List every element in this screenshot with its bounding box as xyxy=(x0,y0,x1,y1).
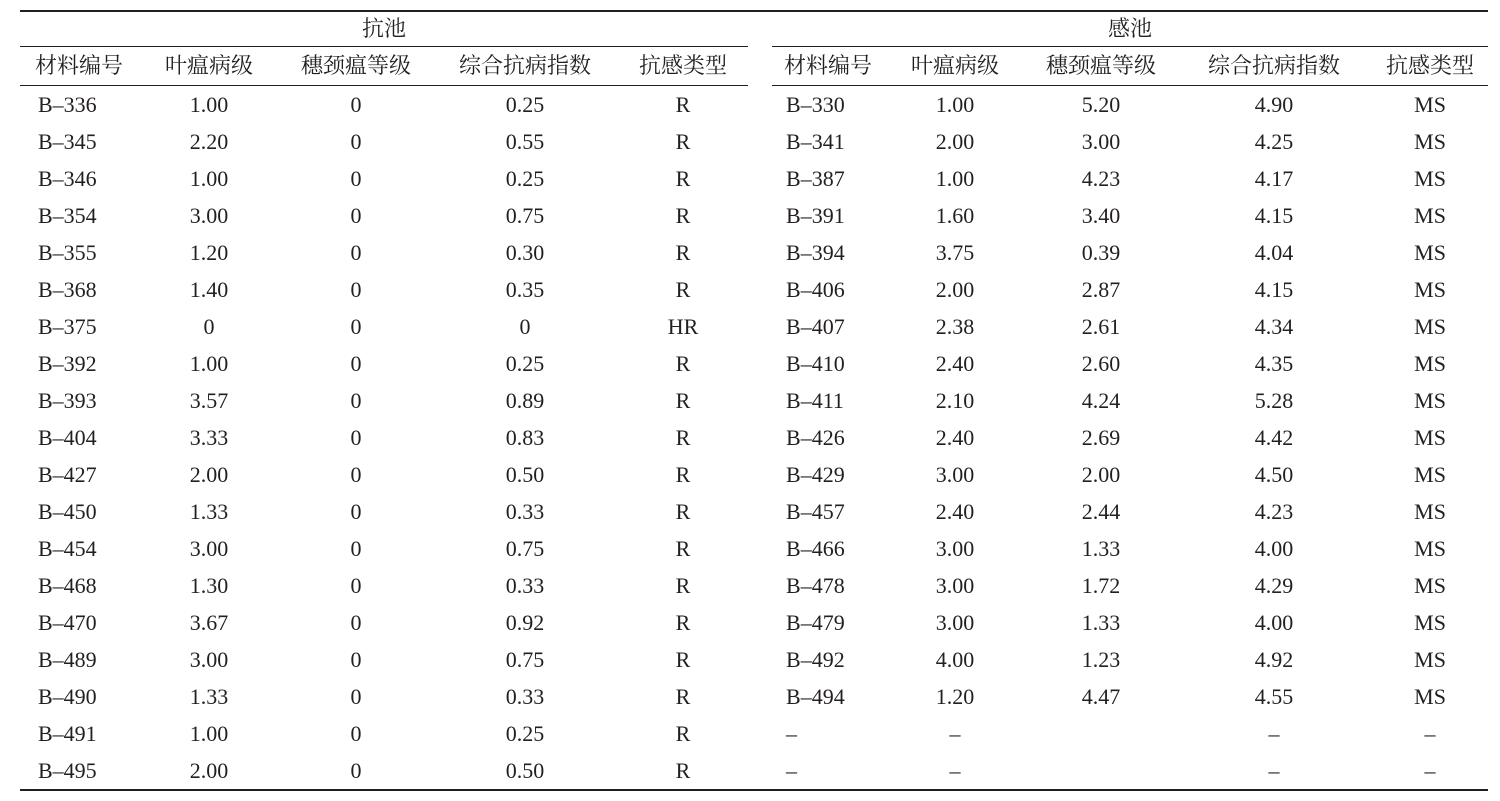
column-gap xyxy=(748,123,772,160)
col-header-neck-blast-grade: 穗颈瘟等级 xyxy=(1026,47,1176,86)
resistant-leaf-blast-grade-cell: 3.00 xyxy=(189,536,229,561)
susceptible-composite-index-cell: 4.90 xyxy=(1254,92,1294,117)
resistant-resistance-type-cell: R xyxy=(675,684,691,709)
susceptible-material-id-cell: – xyxy=(786,721,798,746)
susceptible-leaf-blast-grade-cell: 1.60 xyxy=(935,203,975,228)
resistant-neck-blast-grade-cell: 0 xyxy=(350,129,362,154)
resistant-neck-blast-grade-cell: 0 xyxy=(350,203,362,228)
resistant-material-id-cell: B–470 xyxy=(38,610,97,635)
resistant-material-id-cell: B–336 xyxy=(38,92,97,117)
susceptible-composite-index-cell: 4.25 xyxy=(1254,129,1294,154)
susceptible-composite-index-cell: 4.42 xyxy=(1254,425,1294,450)
resistant-leaf-blast-grade-cell: 3.57 xyxy=(189,388,229,413)
resistant-composite-index-cell: 0.25 xyxy=(505,166,545,191)
susceptible-composite-index-cell: 4.35 xyxy=(1254,351,1294,376)
susceptible-composite-index-cell: – xyxy=(1268,721,1280,746)
resistant-material-id-cell: B–490 xyxy=(38,684,97,709)
resistant-resistance-type-cell: R xyxy=(675,166,691,191)
susceptible-composite-index-cell: 4.00 xyxy=(1254,610,1294,635)
column-gap xyxy=(748,271,772,308)
blast-resistance-table xyxy=(20,10,1488,791)
susceptible-neck-blast-grade-cell: 3.00 xyxy=(1081,129,1121,154)
table-row xyxy=(20,234,1488,271)
susceptible-material-id-cell: B–466 xyxy=(786,536,845,561)
resistant-neck-blast-grade-cell: 0 xyxy=(350,499,362,524)
resistant-resistance-type-cell: R xyxy=(675,388,691,413)
susceptible-composite-index-cell: 4.55 xyxy=(1254,684,1294,709)
susceptible-material-id-cell: B–410 xyxy=(786,351,845,376)
resistant-resistance-type-cell: R xyxy=(618,752,748,790)
resistant-composite-index-cell: 0.55 xyxy=(505,129,545,154)
table-row xyxy=(20,160,1488,197)
col-header-leaf-blast-grade: 叶瘟病级 xyxy=(884,47,1026,86)
resistant-leaf-blast-grade-cell: 1.40 xyxy=(189,277,229,302)
group-header-resistant: 抗池 xyxy=(20,11,748,47)
resistant-resistance-type-cell: R xyxy=(675,573,691,598)
susceptible-resistance-type-cell: MS xyxy=(1414,573,1446,598)
resistant-resistance-type-cell: R xyxy=(675,203,691,228)
table-row xyxy=(20,752,1488,790)
resistant-neck-blast-grade-cell: 0 xyxy=(350,721,362,746)
susceptible-neck-blast-grade-cell xyxy=(1026,715,1176,752)
susceptible-resistance-type-cell: – xyxy=(1424,721,1436,746)
resistant-composite-index-cell: 0.75 xyxy=(505,647,545,672)
resistant-leaf-blast-grade-cell: 1.20 xyxy=(189,240,229,265)
susceptible-neck-blast-grade-cell: 1.23 xyxy=(1081,647,1121,672)
susceptible-material-id-cell: B–426 xyxy=(786,425,845,450)
susceptible-material-id-cell: B–387 xyxy=(786,166,845,191)
susceptible-material-id-cell: B–429 xyxy=(786,462,845,487)
resistant-leaf-blast-grade-cell: 3.00 xyxy=(189,647,229,672)
resistant-material-id-cell: B–468 xyxy=(38,573,97,598)
susceptible-neck-blast-grade-cell: 1.33 xyxy=(1081,536,1121,561)
col-header-leaf-blast-grade: 叶瘟病级 xyxy=(138,47,280,86)
susceptible-resistance-type-cell: MS xyxy=(1414,425,1446,450)
table-row xyxy=(20,345,1488,382)
resistant-leaf-blast-grade-cell: 3.67 xyxy=(189,610,229,635)
susceptible-neck-blast-grade-cell: 0.39 xyxy=(1081,240,1121,265)
resistant-composite-index-cell: 0.75 xyxy=(505,203,545,228)
col-header-composite-index: 综合抗病指数 xyxy=(1176,47,1372,86)
table-row xyxy=(20,715,1488,752)
resistant-composite-index-cell: 0.83 xyxy=(505,425,545,450)
column-gap xyxy=(748,567,772,604)
resistant-material-id-cell: B–489 xyxy=(38,647,97,672)
resistant-neck-blast-grade-cell: 0 xyxy=(350,425,362,450)
susceptible-material-id-cell: B–406 xyxy=(786,277,845,302)
col-header-resistance-type: 抗感类型 xyxy=(1372,47,1488,86)
susceptible-leaf-blast-grade-cell: 2.40 xyxy=(935,499,975,524)
susceptible-neck-blast-grade-cell: 2.00 xyxy=(1081,462,1121,487)
susceptible-leaf-blast-grade-cell: 2.10 xyxy=(935,388,975,413)
resistant-neck-blast-grade-cell: 0 xyxy=(350,92,362,117)
susceptible-resistance-type-cell: MS xyxy=(1414,351,1446,376)
column-gap xyxy=(748,530,772,567)
susceptible-neck-blast-grade-cell: 2.44 xyxy=(1081,499,1121,524)
susceptible-composite-index-cell: 4.23 xyxy=(1254,499,1294,524)
resistant-material-id-cell: B–368 xyxy=(38,277,97,302)
resistant-resistance-type-cell: R xyxy=(675,129,691,154)
resistant-material-id-cell: B–491 xyxy=(38,721,97,746)
susceptible-leaf-blast-grade-cell: 1.00 xyxy=(935,92,975,117)
column-gap xyxy=(748,678,772,715)
resistant-resistance-type-cell: R xyxy=(675,462,691,487)
resistant-neck-blast-grade-cell: 0 xyxy=(350,536,362,561)
susceptible-composite-index-cell: 4.29 xyxy=(1254,573,1294,598)
resistant-composite-index-cell: 0.75 xyxy=(505,536,545,561)
resistant-composite-index-cell: 0.35 xyxy=(505,277,545,302)
resistant-leaf-blast-grade-cell: 1.33 xyxy=(189,684,229,709)
resistant-material-id-cell: B–454 xyxy=(38,536,97,561)
susceptible-neck-blast-grade-cell: 1.33 xyxy=(1081,610,1121,635)
resistant-leaf-blast-grade-cell: 2.00 xyxy=(138,752,280,790)
column-gap xyxy=(748,197,772,234)
column-gap xyxy=(748,11,772,47)
susceptible-resistance-type-cell: MS xyxy=(1414,166,1446,191)
resistant-composite-index-cell: 0.33 xyxy=(505,573,545,598)
table-row xyxy=(20,308,1488,345)
susceptible-leaf-blast-grade-cell: 1.20 xyxy=(935,684,975,709)
column-gap xyxy=(748,641,772,678)
resistant-leaf-blast-grade-cell: 2.00 xyxy=(189,462,229,487)
susceptible-leaf-blast-grade-cell: 3.00 xyxy=(935,462,975,487)
susceptible-material-id-cell: B–411 xyxy=(786,388,844,413)
susceptible-resistance-type-cell: MS xyxy=(1414,610,1446,635)
susceptible-material-id-cell: B–341 xyxy=(786,129,845,154)
col-header-material-id: 材料编号 xyxy=(20,47,138,86)
table-row xyxy=(20,419,1488,456)
susceptible-leaf-blast-grade-cell: 2.00 xyxy=(935,277,975,302)
susceptible-resistance-type-cell: MS xyxy=(1414,536,1446,561)
resistant-composite-index-cell: 0.25 xyxy=(505,351,545,376)
column-gap xyxy=(748,604,772,641)
susceptible-resistance-type-cell: MS xyxy=(1414,647,1446,672)
susceptible-leaf-blast-grade-cell: 2.00 xyxy=(935,129,975,154)
susceptible-resistance-type-cell: MS xyxy=(1414,462,1446,487)
resistant-composite-index-cell: 0.25 xyxy=(505,721,545,746)
susceptible-resistance-type-cell: MS xyxy=(1414,684,1446,709)
susceptible-composite-index-cell: – xyxy=(1176,752,1372,790)
resistant-leaf-blast-grade-cell: 1.00 xyxy=(189,166,229,191)
susceptible-material-id-cell: B–407 xyxy=(786,314,845,339)
resistant-resistance-type-cell: R xyxy=(675,92,691,117)
table-row xyxy=(20,530,1488,567)
susceptible-neck-blast-grade-cell: 4.23 xyxy=(1081,166,1121,191)
resistant-leaf-blast-grade-cell: 1.33 xyxy=(189,499,229,524)
susceptible-resistance-type-cell: MS xyxy=(1414,129,1446,154)
table-row xyxy=(20,86,1488,124)
susceptible-neck-blast-grade-cell: 2.60 xyxy=(1081,351,1121,376)
resistant-composite-index-cell: 0.33 xyxy=(505,499,545,524)
susceptible-material-id-cell: B–494 xyxy=(786,684,845,709)
susceptible-leaf-blast-grade-cell: – xyxy=(949,721,961,746)
susceptible-composite-index-cell: 4.50 xyxy=(1254,462,1294,487)
susceptible-material-id-cell: B–330 xyxy=(786,92,845,117)
column-gap xyxy=(748,419,772,456)
resistant-neck-blast-grade-cell: 0 xyxy=(350,684,362,709)
group-header-row xyxy=(20,11,1488,47)
column-header-row xyxy=(20,47,1488,86)
resistant-leaf-blast-grade-cell: 1.30 xyxy=(189,573,229,598)
column-gap xyxy=(748,308,772,345)
susceptible-composite-index-cell: 4.15 xyxy=(1254,277,1294,302)
susceptible-composite-index-cell: 5.28 xyxy=(1254,388,1294,413)
table-row xyxy=(20,604,1488,641)
resistant-material-id-cell: B–393 xyxy=(38,388,97,413)
resistant-neck-blast-grade-cell: 0 xyxy=(350,647,362,672)
column-gap xyxy=(748,47,772,86)
resistant-material-id-cell: B–345 xyxy=(38,129,97,154)
resistant-leaf-blast-grade-cell: 2.20 xyxy=(189,129,229,154)
susceptible-neck-blast-grade-cell xyxy=(1026,752,1176,790)
resistant-material-id-cell: B–375 xyxy=(38,314,97,339)
resistant-resistance-type-cell: R xyxy=(675,425,691,450)
table-row xyxy=(20,567,1488,604)
resistant-resistance-type-cell: HR xyxy=(667,314,699,339)
column-gap xyxy=(748,345,772,382)
table-body xyxy=(20,86,1488,791)
resistant-resistance-type-cell: R xyxy=(675,610,691,635)
susceptible-leaf-blast-grade-cell: – xyxy=(884,752,1026,790)
resistant-resistance-type-cell: R xyxy=(675,499,691,524)
resistant-composite-index-cell: 0.33 xyxy=(505,684,545,709)
susceptible-neck-blast-grade-cell: 2.61 xyxy=(1081,314,1121,339)
susceptible-composite-index-cell: 4.92 xyxy=(1254,647,1294,672)
susceptible-resistance-type-cell: MS xyxy=(1414,92,1446,117)
susceptible-leaf-blast-grade-cell: 4.00 xyxy=(935,647,975,672)
table-row xyxy=(20,456,1488,493)
susceptible-leaf-blast-grade-cell: 1.00 xyxy=(935,166,975,191)
column-gap xyxy=(748,234,772,271)
resistant-composite-index-cell: 0.92 xyxy=(505,610,545,635)
susceptible-leaf-blast-grade-cell: 3.00 xyxy=(935,610,975,635)
susceptible-leaf-blast-grade-cell: 3.00 xyxy=(935,573,975,598)
susceptible-resistance-type-cell: MS xyxy=(1414,240,1446,265)
resistant-composite-index-cell: 0.50 xyxy=(505,462,545,487)
table-row xyxy=(20,123,1488,160)
susceptible-leaf-blast-grade-cell: 3.75 xyxy=(935,240,975,265)
susceptible-resistance-type-cell: MS xyxy=(1414,277,1446,302)
resistant-neck-blast-grade-cell: 0 xyxy=(350,462,362,487)
column-gap xyxy=(748,160,772,197)
table-row xyxy=(20,678,1488,715)
resistant-neck-blast-grade-cell: 0 xyxy=(350,351,362,376)
resistant-neck-blast-grade-cell: 0 xyxy=(350,573,362,598)
table-row xyxy=(20,197,1488,234)
resistant-composite-index-cell: 0.25 xyxy=(505,92,545,117)
resistant-leaf-blast-grade-cell: 3.00 xyxy=(189,203,229,228)
resistant-resistance-type-cell: R xyxy=(675,647,691,672)
resistant-neck-blast-grade-cell: 0 xyxy=(350,240,362,265)
susceptible-resistance-type-cell: – xyxy=(1372,752,1488,790)
table-row xyxy=(20,493,1488,530)
susceptible-material-id-cell: B–391 xyxy=(786,203,845,228)
resistant-material-id-cell: B–427 xyxy=(38,462,97,487)
susceptible-resistance-type-cell: MS xyxy=(1414,388,1446,413)
column-gap xyxy=(748,86,772,124)
resistant-neck-blast-grade-cell: 0 xyxy=(350,277,362,302)
resistant-resistance-type-cell: R xyxy=(675,536,691,561)
susceptible-material-id-cell: – xyxy=(772,752,884,790)
resistant-material-id-cell: B–404 xyxy=(38,425,97,450)
susceptible-neck-blast-grade-cell: 2.87 xyxy=(1081,277,1121,302)
col-header-neck-blast-grade: 穗颈瘟等级 xyxy=(280,47,432,86)
resistant-neck-blast-grade-cell: 0 xyxy=(350,314,362,339)
resistant-resistance-type-cell: R xyxy=(675,721,691,746)
col-header-material-id: 材料编号 xyxy=(772,47,884,86)
susceptible-composite-index-cell: 4.00 xyxy=(1254,536,1294,561)
column-gap xyxy=(748,382,772,419)
susceptible-material-id-cell: B–479 xyxy=(786,610,845,635)
resistant-leaf-blast-grade-cell: 1.00 xyxy=(189,721,229,746)
susceptible-material-id-cell: B–492 xyxy=(786,647,845,672)
susceptible-neck-blast-grade-cell: 1.72 xyxy=(1081,573,1121,598)
resistant-neck-blast-grade-cell: 0 xyxy=(350,166,362,191)
resistant-neck-blast-grade-cell: 0 xyxy=(350,610,362,635)
resistant-neck-blast-grade-cell: 0 xyxy=(350,388,362,413)
resistant-material-id-cell: B–450 xyxy=(38,499,97,524)
column-gap xyxy=(748,456,772,493)
resistant-leaf-blast-grade-cell: 0 xyxy=(203,314,215,339)
table-row xyxy=(20,641,1488,678)
resistant-material-id-cell: B–346 xyxy=(38,166,97,191)
resistant-material-id-cell: B–392 xyxy=(38,351,97,376)
susceptible-composite-index-cell: 4.04 xyxy=(1254,240,1294,265)
susceptible-resistance-type-cell: MS xyxy=(1414,203,1446,228)
resistant-leaf-blast-grade-cell: 1.00 xyxy=(189,351,229,376)
susceptible-composite-index-cell: 4.34 xyxy=(1254,314,1294,339)
column-gap xyxy=(748,493,772,530)
susceptible-material-id-cell: B–394 xyxy=(786,240,845,265)
col-header-composite-index: 综合抗病指数 xyxy=(432,47,618,86)
susceptible-leaf-blast-grade-cell: 2.38 xyxy=(935,314,975,339)
susceptible-neck-blast-grade-cell: 5.20 xyxy=(1081,92,1121,117)
susceptible-composite-index-cell: 4.15 xyxy=(1254,203,1294,228)
susceptible-neck-blast-grade-cell: 4.47 xyxy=(1081,684,1121,709)
column-gap xyxy=(748,752,772,790)
susceptible-resistance-type-cell: MS xyxy=(1414,499,1446,524)
group-header-susceptible: 感池 xyxy=(772,11,1488,47)
susceptible-neck-blast-grade-cell: 4.24 xyxy=(1081,388,1121,413)
susceptible-leaf-blast-grade-cell: 3.00 xyxy=(935,536,975,561)
column-gap xyxy=(748,715,772,752)
resistant-resistance-type-cell: R xyxy=(675,277,691,302)
resistant-material-id-cell: B–354 xyxy=(38,203,97,228)
resistant-resistance-type-cell: R xyxy=(675,240,691,265)
susceptible-neck-blast-grade-cell: 3.40 xyxy=(1081,203,1121,228)
susceptible-leaf-blast-grade-cell: 2.40 xyxy=(935,425,975,450)
col-header-resistance-type: 抗感类型 xyxy=(618,47,748,86)
resistant-composite-index-cell: 0.89 xyxy=(505,388,545,413)
susceptible-resistance-type-cell: MS xyxy=(1414,314,1446,339)
susceptible-leaf-blast-grade-cell: 2.40 xyxy=(935,351,975,376)
resistant-composite-index-cell: 0.30 xyxy=(505,240,545,265)
resistant-neck-blast-grade-cell: 0 xyxy=(280,752,432,790)
resistant-leaf-blast-grade-cell: 3.33 xyxy=(189,425,229,450)
resistant-material-id-cell: B–495 xyxy=(20,752,138,790)
resistant-resistance-type-cell: R xyxy=(675,351,691,376)
table-row xyxy=(20,382,1488,419)
susceptible-neck-blast-grade-cell: 2.69 xyxy=(1081,425,1121,450)
susceptible-material-id-cell: B–457 xyxy=(786,499,845,524)
susceptible-material-id-cell: B–478 xyxy=(786,573,845,598)
resistant-composite-index-cell: 0.50 xyxy=(432,752,618,790)
resistant-composite-index-cell: 0 xyxy=(519,314,531,339)
resistant-material-id-cell: B–355 xyxy=(38,240,97,265)
resistant-leaf-blast-grade-cell: 1.00 xyxy=(189,92,229,117)
susceptible-composite-index-cell: 4.17 xyxy=(1254,166,1294,191)
table-row xyxy=(20,271,1488,308)
